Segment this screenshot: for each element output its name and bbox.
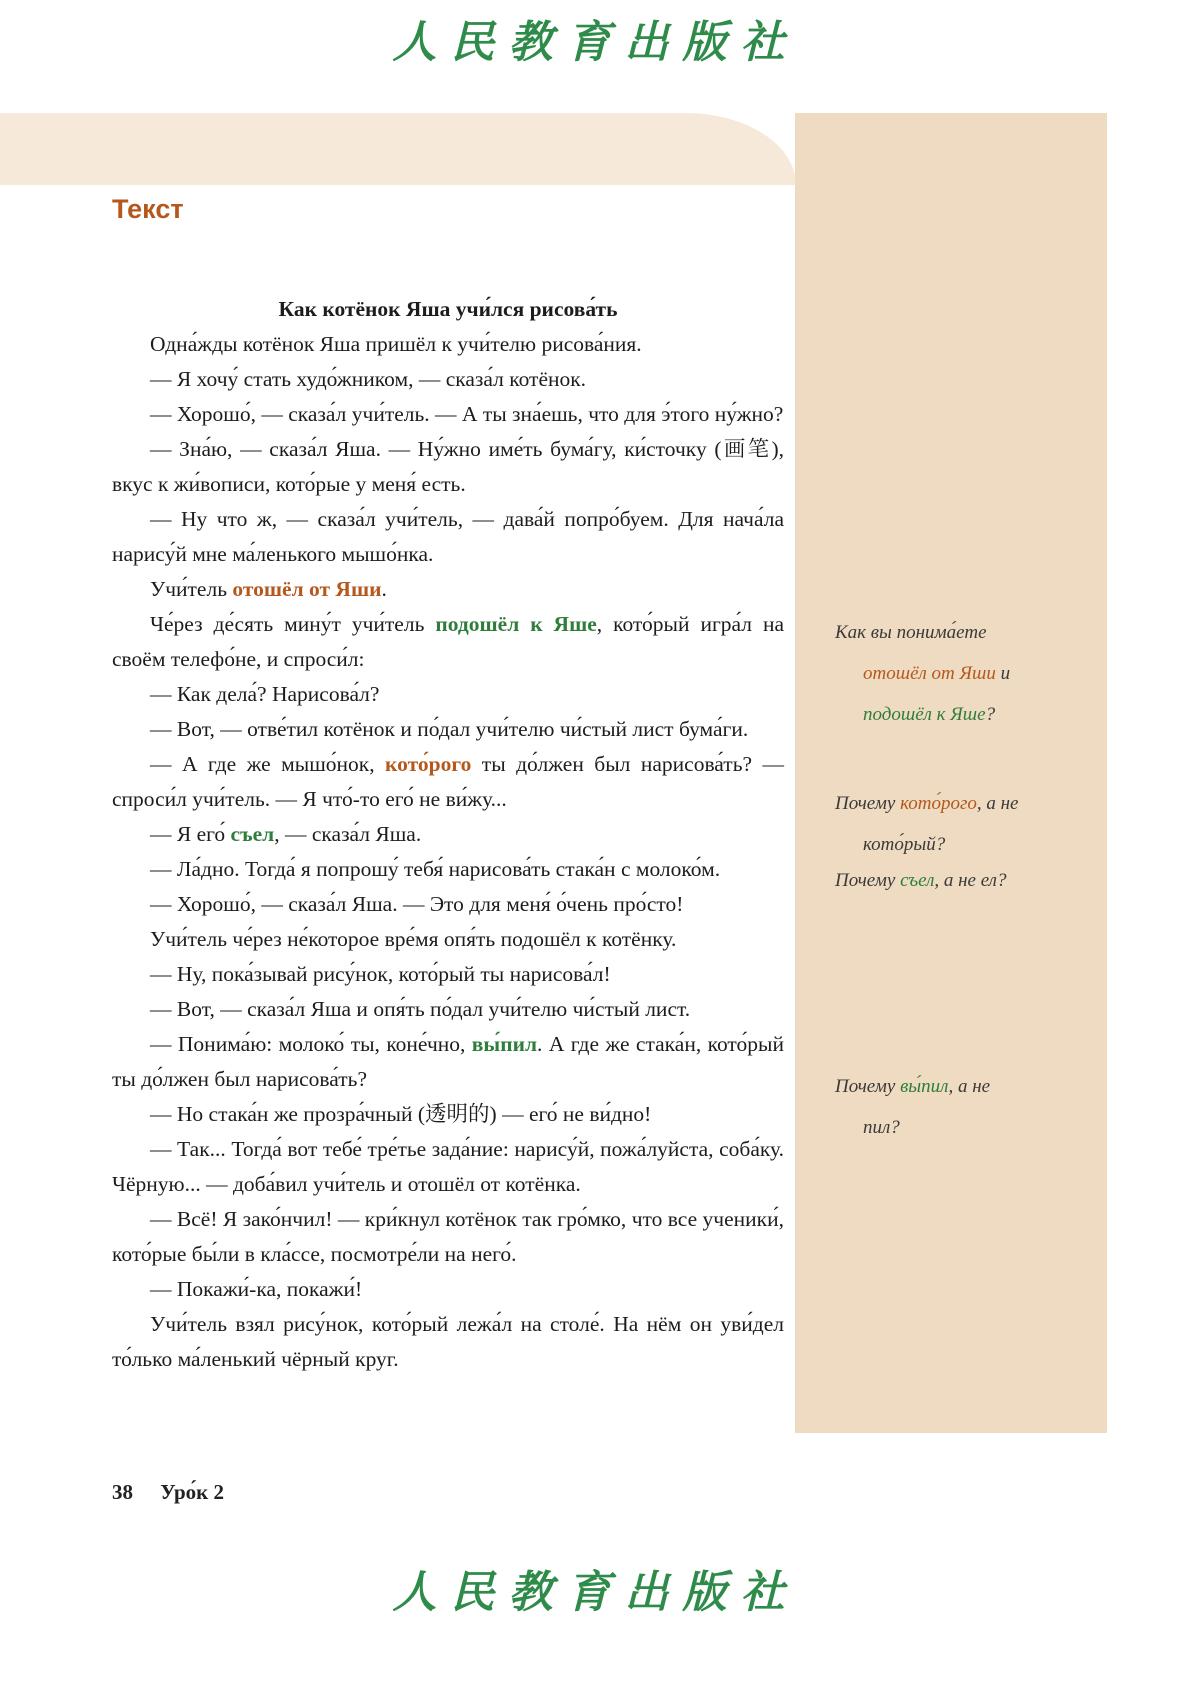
text-run: Почему — [835, 870, 901, 891]
publisher-logo-bottom: 人民教育出版社 — [392, 1567, 799, 1618]
section-heading: Текст — [112, 194, 184, 224]
highlight-green: съел — [900, 870, 935, 891]
text-run: — Но стака́н же прозра́чный (透明的) — его́ не ви́дно! — [150, 1102, 652, 1126]
page-footer — [112, 1480, 224, 1505]
text-run: — Так... Тогда́ вот тебе́ тре́тье зада́ние: нарису́й, пожа́луйста, соба́ку. Чёрную... — доба́вил учи́тель и отошёл от котёнка. — [112, 1137, 784, 1196]
text-run: Одна́жды котёнок Яша пришёл к учи́телю рисова́ния. — [150, 332, 642, 356]
margin-note-line — [835, 860, 1091, 901]
highlight-green-bold: вы́пил — [471, 1032, 538, 1056]
text-run: — Покажи́-ка, покажи́! — [150, 1277, 363, 1301]
margin-note-line — [835, 824, 1091, 865]
margin-note-line — [835, 783, 1091, 824]
text-run: — Хорошо́, — сказа́л Яша. — Это для меня́ о́чень про́сто! — [150, 892, 684, 916]
text-run: и — [995, 663, 1011, 684]
text-run: ты до́лжен был нарисова́ть? — спроси́л учи́тель. — Я что́-то его́ не ви́жу... — [112, 752, 784, 811]
margin-note-line — [835, 612, 1091, 653]
paragraph — [112, 992, 784, 1027]
paragraph — [112, 327, 784, 362]
paragraph — [112, 502, 784, 572]
text-run: . А где же стака́н, кото́рый ты до́лжен был нарисова́ть? — [112, 1032, 784, 1091]
paragraph — [112, 957, 784, 992]
text-title: Как котёнок Яша учи́лся рисова́ть — [278, 297, 618, 321]
paragraph — [112, 1027, 784, 1097]
paragraph — [112, 1307, 784, 1377]
publisher-logo-top: 人民教育出版社 — [392, 17, 799, 68]
text-run: — Ну, пока́зывай рису́нок, кото́рый ты нарисова́л! — [150, 962, 611, 986]
text-run: , кото́рый игра́л на своём телефо́не, и спроси́л: — [112, 612, 784, 671]
text-run: Учи́тель взял рису́нок, кото́рый лежа́л на столе́. На нём он уви́дел то́лько ма́ленький чёрный круг. — [112, 1312, 784, 1371]
highlight-brown: кото́рого — [900, 793, 977, 814]
paragraph — [112, 887, 784, 922]
text-run: Почему — [835, 793, 901, 814]
text-run: , а не — [976, 793, 1019, 814]
text-run: — А где же мышо́нок, — [150, 752, 386, 776]
paragraphs-container — [112, 327, 784, 1377]
paragraph — [112, 922, 784, 957]
text-run: , — сказа́л Яша. — [274, 822, 422, 846]
highlight-brown-bold: отошёл от Яши — [232, 577, 382, 601]
highlight-green-bold: подошёл к Яше — [435, 612, 597, 636]
highlight-green: подошёл к Яше — [863, 704, 986, 725]
text-body — [112, 292, 784, 1377]
paragraph — [112, 362, 784, 397]
text-run: — Вот, — сказа́л Яша и опя́ть по́дал учи́телю чи́стый лист. — [150, 997, 691, 1021]
text-run: — Как дела́? Нарисова́л? — [150, 682, 380, 706]
paragraph — [112, 432, 784, 502]
text-run: . — [381, 577, 387, 601]
margin-note-line — [835, 1107, 1091, 1148]
paragraph — [112, 817, 784, 852]
margin-note — [835, 860, 1091, 901]
text-run: Че́рез де́сять мину́т учи́тель — [150, 612, 436, 636]
text-run: ? — [985, 704, 996, 725]
paragraph — [112, 1202, 784, 1272]
margin-column — [795, 113, 1107, 1433]
text-run: — Ла́дно. Тогда́ я попрошу́ тебя́ нарисова́ть стака́н с молоко́м. — [150, 857, 721, 881]
text-run: Учи́тель че́рез не́которое вре́мя опя́ть подошёл к котёнку. — [150, 927, 677, 951]
paragraph — [112, 397, 784, 432]
text-run: — Зна́ю, — сказа́л Яша. — Ну́жно име́ть бума́гу, ки́сточку (画笔), вкус к жи́вописи, кото́рые у меня́ есть. — [112, 437, 784, 496]
paragraph — [112, 1272, 784, 1307]
header-band — [0, 113, 796, 185]
highlight-green-bold: съел — [230, 822, 275, 846]
margin-note-line — [835, 653, 1091, 694]
text-run: , а не — [948, 1076, 991, 1097]
margin-note — [835, 783, 1091, 865]
text-run: — Всё! Я зако́нчил! — кри́кнул котёнок так гро́мко, что все ученики́, кото́рые бы́ли в кла́ссе, посмотре́ли на него́. — [112, 1207, 784, 1266]
paragraph — [112, 1132, 784, 1202]
paragraph — [112, 712, 784, 747]
text-run: Почему — [835, 1076, 901, 1097]
text-run: пил? — [863, 1117, 900, 1138]
text-run: , а не ел? — [934, 870, 1007, 891]
margin-note — [835, 612, 1091, 735]
text-run: — Понима́ю: молоко́ ты, коне́чно, — [150, 1032, 472, 1056]
paragraph — [112, 1097, 784, 1132]
text-run: Учи́тель — [150, 577, 233, 601]
lesson-label: Уро́к 2 — [160, 1480, 224, 1504]
highlight-brown-bold: кото́рого — [385, 752, 472, 776]
paragraph — [112, 677, 784, 712]
text-run: — Я хочу́ стать худо́жником, — сказа́л котёнок. — [150, 367, 587, 391]
paragraph — [112, 607, 784, 677]
text-run: — Я его́ — [150, 822, 231, 846]
text-run: кото́рый? — [863, 834, 946, 855]
page-number: 38 — [112, 1480, 133, 1504]
margin-note — [835, 1066, 1091, 1148]
highlight-green: вы́пил — [900, 1076, 949, 1097]
text-run: Как вы понима́ете — [835, 622, 987, 643]
paragraph — [112, 747, 784, 817]
margin-note-line — [835, 1066, 1091, 1107]
paragraph — [112, 852, 784, 887]
paragraph — [112, 572, 784, 607]
margin-note-line — [835, 694, 1091, 735]
highlight-brown: отошёл от Яши — [863, 663, 996, 684]
text-run: — Хорошо́, — сказа́л учи́тель. — А ты зна́ешь, что для э́того ну́жно? — [150, 402, 784, 426]
text-run: — Ну что ж, — сказа́л учи́тель, — дава́й попро́буем. Для нача́ла нарису́й мне ма́ленького мышо́нка. — [112, 507, 784, 566]
text-run: — Вот, — отве́тил котёнок и по́дал учи́телю чи́стый лист бума́ги. — [150, 717, 749, 741]
